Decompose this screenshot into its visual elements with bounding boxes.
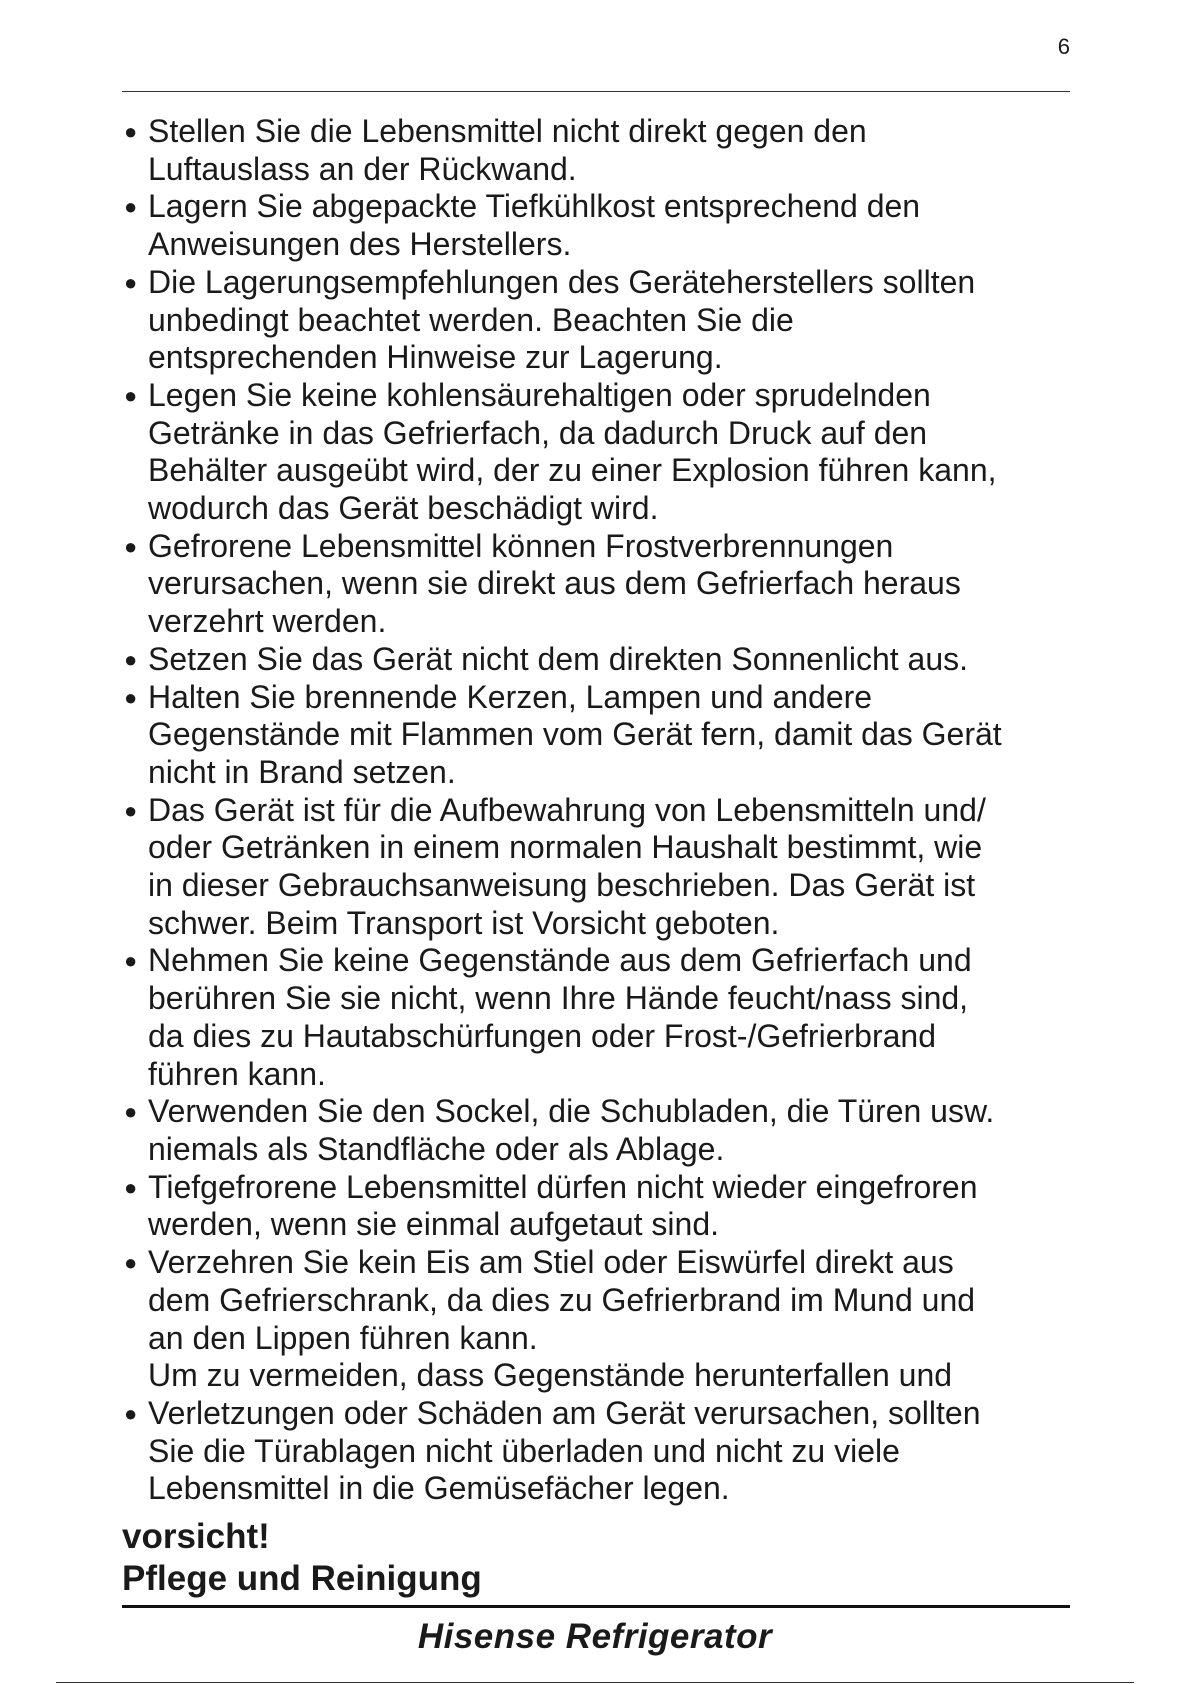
bullet-line: Tiefgefrorene Lebensmittel dürfen nicht wieder eingefroren xyxy=(148,1168,978,1205)
bullet-line: nicht in Brand setzen. xyxy=(148,753,456,790)
bullet-line: Verzehren Sie kein Eis am Stiel oder Eiswürfel direkt aus xyxy=(148,1244,954,1281)
bullet-line: wodurch das Gerät beschädigt wird. xyxy=(148,490,659,527)
bullet-line: Behälter ausgeübt wird, der zu einer Explosion führen kann, xyxy=(148,452,997,489)
safety-bullet-list xyxy=(122,113,1072,1508)
bullet-line: Verletzungen oder Schäden am Gerät verursachen, sollten xyxy=(148,1394,981,1431)
brand-footer: Hisense Refrigerator xyxy=(417,1617,773,1656)
bullet-line: da dies zu Hautabschürfungen oder Frost-/Gefrierbrand xyxy=(148,1017,936,1054)
bullet-item xyxy=(122,188,1072,263)
bullet-line: oder Getränken in einem normalen Haushalt bestimmt, wie xyxy=(148,829,983,866)
bullet-dot-icon: ● xyxy=(124,1250,138,1276)
bullet-item xyxy=(122,1244,1072,1357)
bullet-line: niemals als Standfläche oder als Ablage. xyxy=(148,1130,725,1167)
bullet-line: Das Gerät ist für die Aufbewahrung von Lebensmitteln und/ xyxy=(148,791,986,828)
bullet-line: Nehmen Sie keine Gegenstände aus dem Gefrierfach und xyxy=(148,942,972,979)
bullet-item xyxy=(122,792,1072,943)
bullet-dot-icon: ● xyxy=(124,948,138,974)
bullet-dot-icon: ● xyxy=(124,119,138,144)
bullet-item xyxy=(122,528,1072,641)
bullet-line: Luftauslass an der Rückwand. xyxy=(148,150,577,187)
bullet-dot-icon: ● xyxy=(124,684,138,710)
bullet-line: Sie die Türablagen nicht überladen und nicht zu viele xyxy=(148,1432,900,1469)
bullet-line: Halten Sie brennende Kerzen, Lampen und andere xyxy=(148,678,873,715)
bullet-line: Verwenden Sie den Sockel, die Schubladen, die Türen usw. xyxy=(148,1093,995,1130)
bullet-line: Gefrorene Lebensmittel können Frostverbrennungen xyxy=(148,527,894,564)
bullet-line: Lagern Sie abgepackte Tiefkühlkost entsprechend den xyxy=(148,188,921,225)
bullet-item xyxy=(122,679,1072,792)
bullet-line: führen kann. xyxy=(148,1055,326,1092)
bullet-dot-icon: ● xyxy=(124,797,138,823)
bullet-line: in dieser Gebrauchsanweisung beschrieben. Das Gerät ist xyxy=(148,867,976,904)
bullet-dot-icon: ● xyxy=(124,1400,138,1426)
bullet-line: Lebensmittel in die Gemüsefächer legen. xyxy=(148,1470,730,1507)
bullet-line: berühren Sie sie nicht, wenn Ihre Hände feucht/nass sind, xyxy=(148,980,969,1017)
bullet-item xyxy=(122,1093,1072,1168)
bullet-item xyxy=(122,942,1072,1093)
bullet-line: werden, wenn sie einmal aufgetaut sind. xyxy=(148,1206,720,1243)
bullet-item xyxy=(122,264,1072,377)
bullet-line: Getränke in das Gefrierfach, da dadurch Druck auf den xyxy=(148,414,928,451)
bullet-line: Anweisungen des Herstellers. xyxy=(148,226,572,263)
bullet-dot-icon: ● xyxy=(124,1174,138,1200)
bullet-line: Legen Sie keine kohlensäurehaltigen oder sprudelnden xyxy=(148,376,931,413)
bullet-dot-icon: ● xyxy=(124,1099,138,1125)
bullet-line: schwer. Beim Transport ist Vorsicht geboten. xyxy=(148,904,780,941)
bullet-line: verursachen, wenn sie direkt aus dem Gefrierfach heraus xyxy=(148,565,961,602)
bullet-item xyxy=(122,1395,1072,1508)
bullet-line: Die Lagerungsempfehlungen des Geräteherstellers sollten xyxy=(148,263,976,300)
top-divider xyxy=(122,91,1070,92)
bullet-lead-line: Um zu vermeiden, dass Gegenstände herunterfallen und xyxy=(148,1357,953,1394)
bullet-line: verzehrt werden. xyxy=(148,603,387,640)
bullet-dot-icon: ● xyxy=(124,533,138,559)
bullet-item xyxy=(122,377,1072,528)
warning-label: vorsicht! xyxy=(122,1517,270,1556)
bullet-line: dem Gefrierschrank, da dies zu Gefrierbrand im Mund und xyxy=(148,1281,976,1318)
bullet-line: entsprechenden Hinweise zur Lagerung. xyxy=(148,339,723,376)
bottom-divider xyxy=(122,1605,1070,1608)
bullet-line: Stellen Sie die Lebensmittel nicht direkt gegen den xyxy=(148,113,867,149)
bullet-item xyxy=(122,113,1072,188)
page-number: 6 xyxy=(1057,34,1070,59)
bullet-line: unbedingt beachtet werden. Beachten Sie die xyxy=(148,301,794,338)
bullet-dot-icon: ● xyxy=(124,194,138,220)
bullet-line: an den Lippen führen kann. xyxy=(148,1319,538,1356)
bullet-dot-icon: ● xyxy=(124,269,138,295)
bullet-dot-icon: ● xyxy=(124,646,138,672)
section-title: Pflege und Reinigung xyxy=(122,1559,482,1598)
bullet-item xyxy=(122,641,1072,679)
footer-divider xyxy=(56,1682,1134,1683)
bullet-line: Gegenstände mit Flammen vom Gerät fern, damit das Gerät xyxy=(148,716,1002,753)
bullet-item xyxy=(122,1169,1072,1244)
bullet-dot-icon: ● xyxy=(124,382,138,408)
bullet-line: Setzen Sie das Gerät nicht dem direkten Sonnenlicht aus. xyxy=(148,640,969,677)
